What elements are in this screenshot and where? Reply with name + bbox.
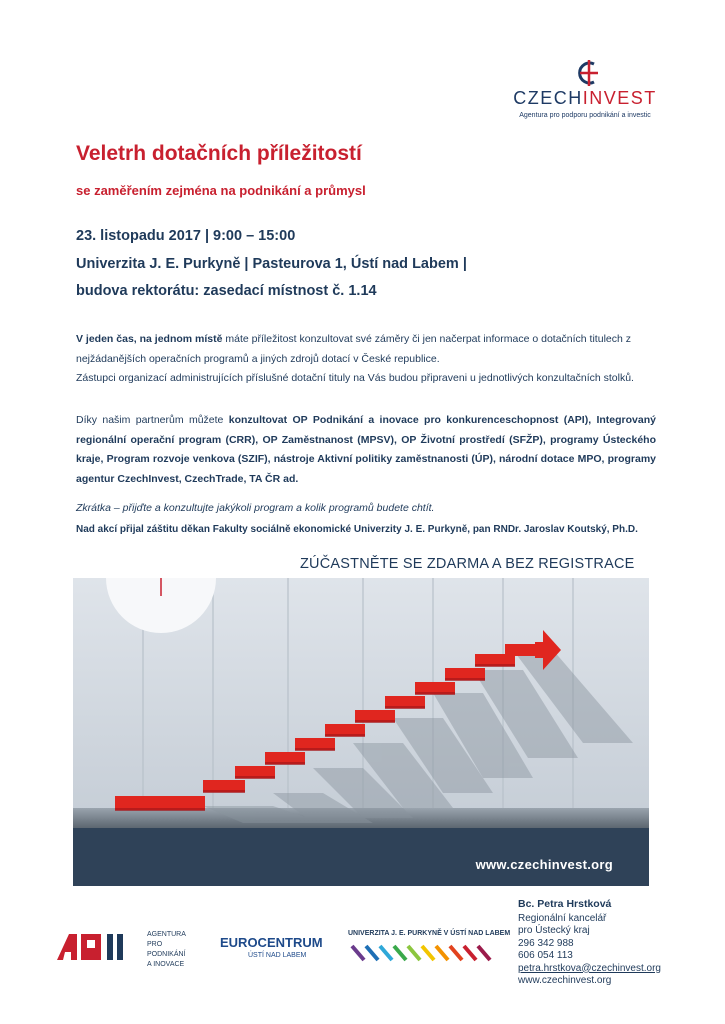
partners-intro: Díky našim partnerům můžete [76, 414, 229, 426]
intro-bold: V jeden čas, na jednom místě [76, 333, 223, 345]
contact-phone2: 606 054 113 [518, 950, 573, 961]
eurocentrum-sub: ÚSTÍ NAD LABEM [248, 952, 307, 959]
stairs-illustration [73, 578, 649, 886]
czechinvest-mark-icon [574, 58, 604, 88]
partners-list: konzultovat OP Podnikání a inovace pro konkurenceschopnost (API), Integrovaný regionální operační program (CRR), OP Zaměstnanost (MPSV), OP Životní prostředí (SFŽP), programy Ústeckého kraje, Program rozvoje venkova (SZIF), nástroje Aktivní politiky zaměstnanosti (ÚP), národní dotace MPO, programy agentur CzechInvest, CzechTrade, TA ČR ad. [76, 414, 656, 485]
logo-tagline: Agentura pro podporu podnikání a investic [519, 112, 651, 119]
intro-second: Zástupci organizací administrujících příslušné dotační tituly na Vás budou připraveni u jednotlivých konzultačních stolků. [76, 372, 634, 384]
ujep-stripes-icon [350, 942, 500, 964]
contact-phone1: 296 342 988 [518, 937, 574, 949]
ujep-name: UNIVERZITA J. E. PURKYNĚ V ÚSTÍ NAD LABEM [348, 930, 511, 937]
czechinvest-logo [510, 58, 660, 128]
api-mark-icon [55, 932, 135, 962]
contact-web-link[interactable]: www.czechinvest.org [518, 975, 612, 986]
contact-email-link[interactable]: petra.hrstkova@czechinvest.org [518, 962, 661, 974]
event-venue-line1: Univerzita J. E. Purkyně | Pasteurova 1, Ústí nad Labem | [76, 256, 467, 272]
contact-role: Regionální kancelář [518, 912, 607, 924]
api-text: AGENTURA PRO PODNIKÁNÍ A INOVACE [147, 931, 186, 968]
event-venue-line2: budova rektorátu: zasedací místnost č. 1.14 [76, 283, 377, 299]
call-to-action: ZÚČASTNĚTE SE ZDARMA A BEZ REGISTRACE [300, 556, 635, 572]
banner-image [73, 578, 649, 886]
ujep-logo [348, 930, 511, 970]
event-subtitle: se zaměřením zejména na podnikání a průmysl [76, 183, 366, 198]
contact-name: Bc. Petra Hrstková [518, 898, 612, 910]
contact-region: pro Ústecký kraj [518, 925, 590, 936]
intro-paragraph [76, 330, 656, 389]
patronage-line: Nad akcí přijal záštitu děkan Fakulty sociálně ekonomické Univerzity J. E. Purkyně, pan RNDr. Jaroslav Koutský, Ph.D. [76, 524, 638, 535]
logo-wordmark: CZECHINVEST [513, 88, 657, 108]
event-title: Veletrh dotačních příležitostí [76, 142, 362, 165]
banner-url[interactable]: www.czechinvest.org [475, 857, 613, 872]
event-date: 23. listopadu 2017 | 9:00 – 15:00 [76, 228, 296, 244]
contact-block [518, 898, 661, 988]
eurocentrum-name: EUROCENTRUM [220, 935, 323, 950]
api-logo [55, 930, 190, 970]
partners-paragraph [76, 411, 656, 489]
summary-line: Zkrátka – přijďte a konzultujte jakýkoli program a kolik programů budete chtít. [76, 502, 435, 514]
intro-rest: máte příležitost konzultovat své záměry či jen načerpat informace o dotačních titulech z nejžádanějších operačních programů a jiných zdrojů dotací v České republice. [76, 333, 631, 365]
